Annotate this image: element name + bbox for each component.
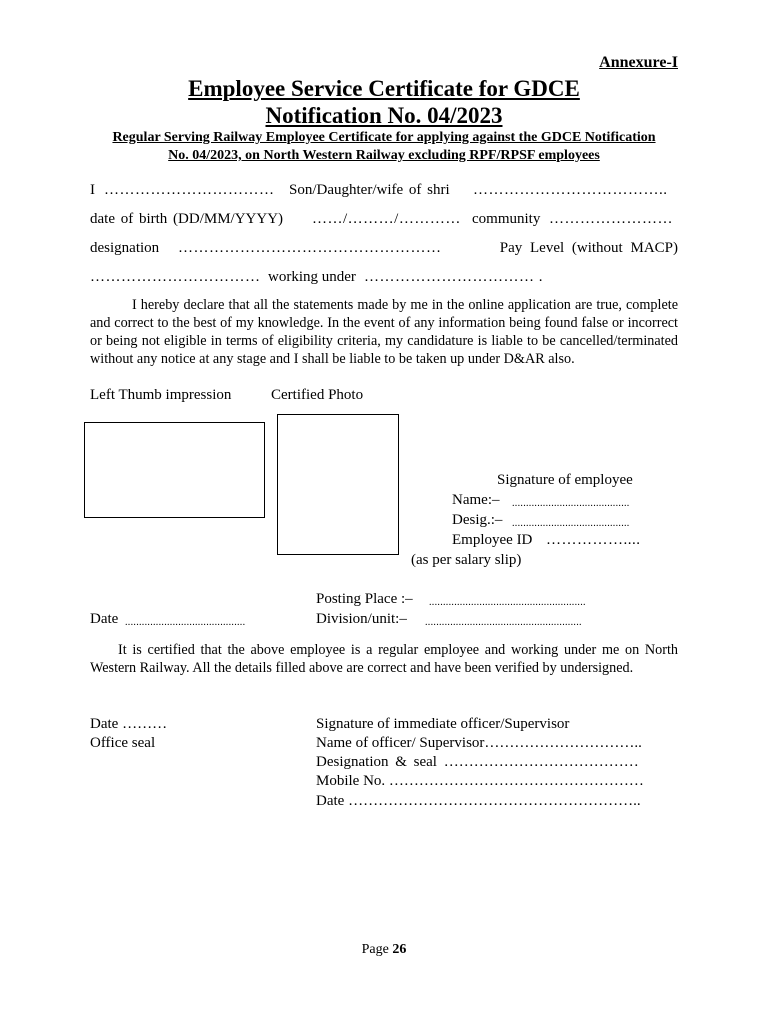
officer-signature-label: Signature of immediate officer/Supervisor bbox=[316, 716, 570, 732]
office-seal-label: Office seal bbox=[90, 735, 156, 751]
certification-paragraph: It is certified that the above employee is a regular employee and working under me on North Western Railway. All the details filled above are correct and have been verified by undersigned. bbox=[90, 642, 678, 676]
designation-blank: …………………………………………… bbox=[178, 240, 442, 256]
parent-name-blank: ……………………………….. bbox=[473, 182, 668, 198]
working-under-blank: …………………………… . bbox=[364, 269, 543, 285]
designation-label: designation bbox=[90, 240, 160, 256]
division-unit-label: Division/unit:– bbox=[316, 611, 407, 627]
officer-name-field: Name of officer/ Supervisor………………………….. bbox=[316, 735, 642, 751]
working-under-label: working under bbox=[268, 269, 356, 285]
employee-name-blank: .......................................... bbox=[512, 498, 630, 509]
left-thumb-box bbox=[84, 422, 265, 518]
son-daughter-label: Son/Daughter/wife of shri bbox=[289, 182, 450, 198]
community-label: community bbox=[472, 211, 541, 227]
posting-place-blank: ........................................................ bbox=[429, 597, 586, 608]
pay-level-label: Pay Level (without MACP) bbox=[499, 240, 678, 256]
certified-photo-label: Certified Photo bbox=[271, 387, 364, 403]
employee-desig-blank: .......................................... bbox=[512, 518, 630, 529]
employee-signature-label: Signature of employee bbox=[497, 472, 633, 488]
officer-designation-field: Designation & seal ………………………………… bbox=[316, 754, 639, 770]
left-thumb-label: Left Thumb impression bbox=[90, 387, 232, 403]
pay-level-blank: …………………………… bbox=[90, 269, 261, 285]
officer-date-label: Date ……… bbox=[90, 716, 168, 732]
subtitle-line-2: No. 04/2023, on North Western Railway excluding RPF/RPSF employees bbox=[168, 148, 600, 163]
form-i-label: I bbox=[90, 182, 95, 198]
community-blank: …………………… bbox=[549, 211, 673, 227]
employee-date-blank: ........................................... bbox=[125, 617, 246, 628]
notification-number: Notification No. 04/2023 bbox=[265, 103, 503, 128]
declaration-paragraph: I hereby declare that all the statements made by me in the online application are true, complete and correct to the best of my knowledge. In the event of any information being found false or incorrect or being not eligible in terms of eligibility criteria, my candidature is liable to be cancelled/terminated without any notice at any stage and I shall be liable to be taken up under D&AR also. bbox=[90, 297, 678, 367]
employee-id-label: Employee ID bbox=[452, 532, 533, 548]
employee-id-blank: …………….... bbox=[546, 532, 641, 548]
posting-place-label: Posting Place :– bbox=[316, 591, 413, 607]
page-footer bbox=[0, 942, 768, 958]
name-blank: …………………………… bbox=[104, 182, 275, 198]
employee-desig-label: Desig.:– bbox=[452, 512, 503, 528]
document-title: Employee Service Certificate for GDCE bbox=[188, 76, 580, 101]
dob-blank: ……/………/………… bbox=[312, 211, 461, 227]
subtitle-line-1: Regular Serving Railway Employee Certificate for applying against the GDCE Notification bbox=[112, 130, 656, 145]
employee-date-label: Date bbox=[90, 611, 119, 627]
certified-photo-box bbox=[277, 414, 399, 555]
officer-mobile-field: Mobile No. …………………………………………… bbox=[316, 773, 644, 789]
dob-label: date of birth (DD/MM/YYYY) bbox=[90, 211, 284, 227]
officer-date-field: Date ………………………………………………….. bbox=[316, 793, 641, 809]
employee-name-label: Name:– bbox=[452, 492, 500, 508]
salary-slip-note: (as per salary slip) bbox=[411, 552, 522, 568]
page-number: 26 bbox=[392, 942, 407, 957]
page-label: Page bbox=[361, 942, 389, 957]
annexure-label: Annexure-I bbox=[599, 54, 678, 71]
division-unit-blank: ........................................................ bbox=[425, 617, 582, 628]
